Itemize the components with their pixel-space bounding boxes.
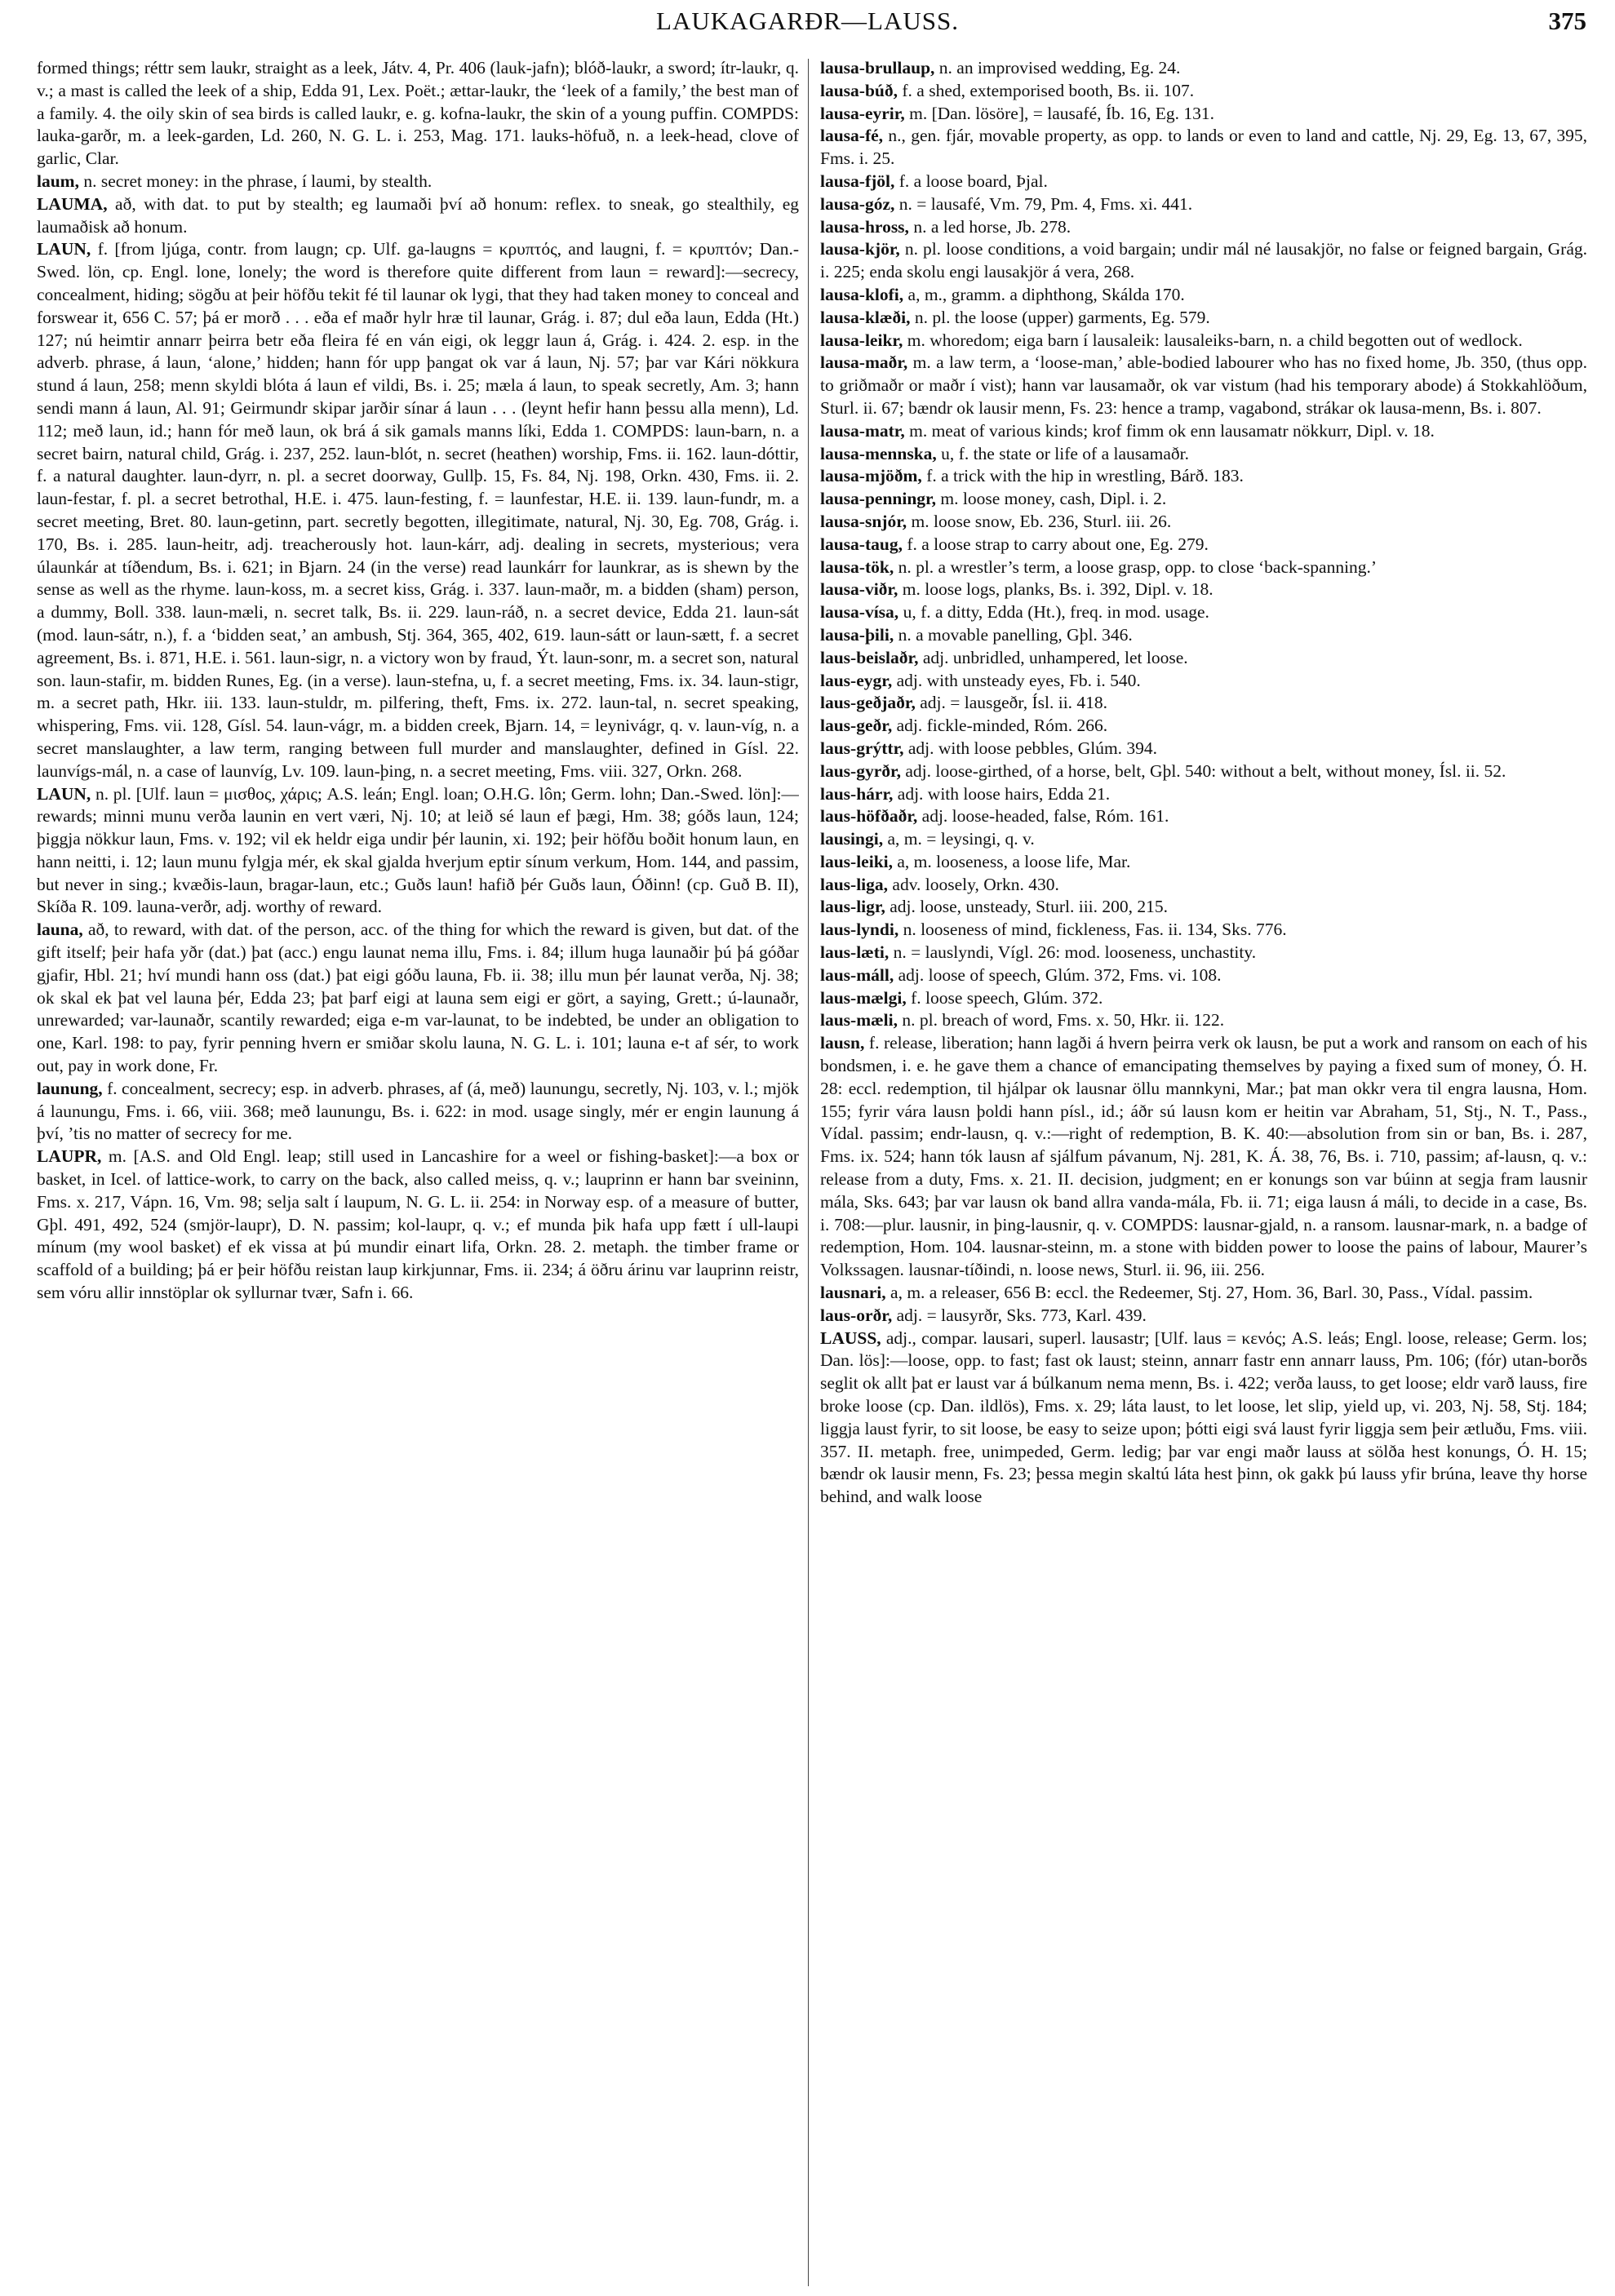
entry-definition: adv. loosely, Orkn. 430. — [892, 874, 1059, 894]
entry-definition: f. [from ljúga, contr. from laugn; cp. Ulf. ga-laugns = κρυπτός, and laugni, f. = κρυπτόν; Dan.-Swed. lön, cp. Engl. lone, lonely; the word is therefore quite different from laun = reward]:—secrecy, concealment, hiding; sögðu at þeir höfðu tekit fé til launar ok lygi, that they had taken money to conceal and forswear it, 656 C. 57; þá er morð . . . eða ef maðr hylr hræ til launar, Grág. i. 87; dul eða laun, Edda (Ht.) 127; nú heimtir annarr þeirra betr eða fleira fé en ván eigi, ok leggr laun á, Grág. i. 424. 2. esp. in the adverb. phrase, á laun, ‘alone,’ hidden; hann fór upp þangat ok var á laun, Nj. 57; þar var Kári nökkura stund á laun, 258; menn skyldi blóta á laun ef vildi, Bs. i. 25; mæla á laun, to speak secretly, Am. 3; hann sendi mann á laun, Al. 91; Geirmundr skipar jarðir sínar á laun . . . (leynt hefir hann þessu alla menn), Ld. 112; með laun, id.; hann fór með laun, ok brá á sik gamals manns líki, Edda 1. COMPDS: laun-barn, n. a secret bairn, natural child, Grág. i. 237, 252. laun-blót, n. secret (heathen) worship, Fms. ii. 162. laun-dóttir, f. a natural daughter. laun-dyrr, n. pl. a secret doorway, Gullþ. 15, Fs. 84, Nj. 198, Orkn. 430, Fms. ii. 2. laun-festar, f. pl. a secret betrothal, H.E. i. 475. laun-festing, f. = launfestar, H.E. ii. 139. laun-fundr, m. a secret meeting, Bret. 80. laun-getinn, part. secretly begotten, illegitimate, natural, Nj. 30, Eg. 708, Grág. i. 170, Bs. i. 285. laun-heitr, adj. treacherously hot. laun-kárr, adj. dealing in secrets, mysterious; vera úlaunkár at tíðendum, Bs. i. 621; in Bjarn. 24 (in the verse) read launkárr for launkrar, as is shewn by the sense as well as the rhyme. laun-koss, m. a secret kiss, Grág. i. 337. laun-maðr, m. a bidden (sham) person, a dummy, Boll. 338. laun-mæli, n. secret talk, Bs. ii. 229. laun-ráð, n. a secret device, Edda 21. laun-sát (mod. laun-sátr, n.), f. a ‘bidden seat,’ an ambush, Stj. 364, 365, 402, 619. laun-sátt or laun-sætt, f. a secret agreement, Bs. i. 871, H.E. i. 561. laun-sigr, n. a victory won by fraud, Ýt. laun-sonr, m. a secret son, natural son. laun-stafir, m. bidden Runes, Eg. (in a verse). laun-stefna, u, f. a secret meeting, Fms. ix. 34. laun-stigr, m. a secret path, Hkr. iii. 133. laun-stuldr, m. pilfering, theft, Fms. ix. 272. laun-tal, n. secret speaking, whispering, Fms. vii. 128, Gísl. 54. laun-vágr, m. a bidden creek, Bjarn. 14, = leynivágr, q. v. laun-víg, n. a secret manslaughter, a law term, ranging between full murder and manslaughter, defined in Gísl. 22. launvígs-mál, n. a case of launvíg, Lv. 109. laun-þing, n. a secret meeting, Fms. viii. 327, Orkn. 268. — [37, 239, 799, 781]
dictionary-entry — [820, 760, 1587, 783]
dictionary-entry — [820, 103, 1587, 126]
dictionary-entry — [820, 874, 1587, 897]
entry-definition: n. = lauslyndi, Vígl. 26: mod. looseness, unchastity. — [893, 942, 1257, 963]
entry-headword: laus-gyrðr, — [820, 760, 901, 781]
entry-headword: lausa-góz, — [820, 193, 895, 214]
dictionary-entry — [820, 1009, 1587, 1032]
entry-definition: a, m., gramm. a diphthong, Skálda 170. — [907, 284, 1185, 304]
entry-definition: m. [Dan. lösöre], = lausafé, Íb. 16, Eg. 131. — [909, 103, 1215, 123]
entry-headword: lausa-búð, — [820, 80, 898, 100]
entry-definition: adj. with loose pebbles, Glúm. 394. — [907, 738, 1158, 758]
entry-headword: laus-hárr, — [820, 783, 894, 804]
dictionary-entry — [820, 534, 1587, 556]
dictionary-entry — [820, 125, 1587, 171]
dictionary-entry — [37, 783, 799, 920]
entry-definition: f. a shed, extemporised booth, Bs. ii. 107. — [902, 80, 1195, 100]
dictionary-entry — [37, 193, 799, 239]
entry-headword: lausa-maðr, — [820, 352, 908, 373]
entry-headword: laus-læti, — [820, 942, 890, 963]
entry-headword: lausa-matr, — [820, 420, 905, 441]
entry-definition: m. a law term, a ‘loose-man,’ able-bodied labourer who has no fixed home, Jb. 350, (thus opp. to griðmaðr or maðr í vist); hann var lausamaðr, ok var vistum (had his temporary abode) á Stokkahlöðum, Sturl. ii. 67; bændr ok lausir menn, Fs. 23: hence a tramp, vagabond, strákar ok lausa-menn, Bs. i. 807. — [820, 352, 1587, 418]
entry-headword: laus-grýttr, — [820, 738, 904, 758]
entry-definition: n., gen. fjár, movable property, as opp. to lands or even to land and cattle, Nj. 29, Eg. 13, 67, 395, Fms. i. 25. — [820, 126, 1587, 169]
entry-definition: n. an improvised wedding, Eg. 24. — [938, 58, 1181, 78]
entry-definition: adj. loose-headed, false, Róm. 161. — [921, 806, 1169, 827]
right-column — [820, 57, 1587, 2285]
dictionary-entry — [820, 1305, 1587, 1328]
entry-definition: u, f. a ditty, Edda (Ht.), freq. in mod. usage. — [903, 602, 1209, 623]
entry-definition: f. concealment, secrecy; esp. in adverb. phrases, af (á, með) launungu, secretly, Nj. 103, v. l.; mjök á launungu, Fms. i. 66, viii. 368; með launungu, Bs. i. 622: in mod. usage singly, mér er engin launung á því, ’tis no matter of secrecy for me. — [37, 1078, 799, 1144]
dictionary-entry — [820, 284, 1587, 307]
dictionary-entry — [820, 1282, 1587, 1305]
entry-definition: adj., compar. lausari, superl. lausastr; [Ulf. laus = κενός; A.S. leás; Engl. loose, release; Germ. los; Dan. lös]:—loose, opp. to fast; fast ok laust; steinn, annarr fastr enn annarr lauss, Pm. 106; (fór) utan-borðs seglit ok allt þat er laust var á búlkanum nema menn, Bs. i. 422; verða lauss, to get loose; eldr varð lauss, fire broke loose (cp. Dan. ildlös), Fms. x. 29; láta laust, to let loose, let slip, yield up, vi. 203, Nj. 58, Stj. 184; liggja laust fyrir, to sit loose, be easy to seize upon; þótti eigi svá laust fyrir liggja sem þeir ætluðu, Fms. viii. 357. II. metaph. free, unimpeded, Germ. ledig; þar var engi maðr lauss at sölða hest konungs, Ó. H. 15; bændr ok lausir menn, Fs. 23; þessa megin skaltú láta hest þinn, ok gakk þú lauss yfir brúna, leave thy horse behind, and walk loose — [820, 1328, 1587, 1507]
entry-headword: lausa-klæði, — [820, 307, 911, 327]
dictionary-entry — [37, 238, 799, 782]
entry-definition: n. pl. [Ulf. laun = μισθος, χάρις; A.S. leán; Engl. loan; O.H.G. lôn; Germ. lohn; Dan.-Swed. lön]:—rewards; minni munu verða launin en vert væri, Nj. 10; at leið sé laun ef þægi, Hm. 38; góðs laun, 124; þiggja nökkur laun, Fms. v. 192; vil ek heldr eiga undir þér launin, xi. 192; þeir höfðu boðit honum laun, en hann neitti, i. 12; laun munu fylgja mér, ek skal gjalda hverjum eptir sínum verkum, Hom. 144, and passim, but never in sing.; kvæðis-laun, bragar-laun, etc.; Guðs laun! hafið þér Guðs laun, Óðinn! (cp. Guð B. II), Skíða R. 109. launa-verðr, adj. worthy of reward. — [37, 783, 799, 917]
dictionary-entry — [820, 987, 1587, 1010]
dictionary-entry — [820, 171, 1587, 193]
entry-definition: n. pl. loose conditions, a void bargain; undir mál né lausakjör, no false or feigned bargain, Grág. i. 225; enda skolu engi lausakjör á vera, 268. — [820, 239, 1587, 282]
entry-headword: lausa-klofi, — [820, 284, 904, 304]
entry-headword: laus-lyndi, — [820, 920, 899, 940]
dictionary-entry — [820, 1328, 1587, 1509]
dictionary-entry — [820, 57, 1587, 80]
entry-definition: f. a loose strap to carry about one, Eg. 279. — [907, 534, 1209, 554]
entry-headword: lausa-mennska, — [820, 443, 937, 463]
entry-definition: adj. loose-girthed, of a horse, belt, Gþl. 540: without a belt, without money, Ísl. ii. 52. — [905, 760, 1506, 781]
entry-definition: n. pl. breach of word, Fms. x. 50, Hkr. ii. 122. — [902, 1010, 1225, 1031]
entry-definition: n. = lausafé, Vm. 79, Pm. 4, Fms. xi. 441. — [898, 193, 1193, 214]
entry-headword: lausa-hross, — [820, 216, 909, 237]
entry-headword: lausa-penningr, — [820, 489, 936, 509]
column-divider — [808, 59, 809, 2286]
dictionary-entry — [37, 1146, 799, 1305]
entry-definition: f. release, liberation; hann lagði á hvern þeirra verk ok lausn, be put a work and ransom on each of his bondsmen, i. e. he gave them a chance of emancipating themselves by paying a fixed sum of money, Ó. H. 28: eccl. redemption, til hjálpar ok lausnar öllu mannkyni, Mar.; þat man okkr vera til engra lausna, Hom. 155; fyrir vára lausn þoldi hann písl., id.; áðr sú lausn kom er heitin var Abraham, 51, Stj., N. T., Pass., Vídal. passim; endr-lausn, q. v.:—right of redemption, B. K. 40:—absolution from sin or ban, Bs. i. 287, Fms. ix. 524; hann tók lausn af sjálfum pávanum, Nj. 281, K. Á. 38, 76, Bs. i. 710, passim; af-lausn, q. v.: release from a duty, Fms. x. 21. II. decision, judgment; en er konungs son var búinn at segja fram lausnir mála, Sks. 643; þar var lausn ok band allra vanda-mála, Fb. ii. 71; eiga lausn á máli, to decide in a case, Bs. i. 708:—plur. lausnir, in þing-lausnir, q. v. COMPDS: lausnar-gjald, n. a ransom. lausnar-mark, n. a badge of redemption, Hom. 104. lausnar-steinn, m. a stone with bidden power to loose the pains of labour, Maurer’s Volkssagen. lausnar-tíðindi, n. loose news, Sturl. ii. 96, iii. 256. — [820, 1033, 1587, 1280]
entry-definition: n. looseness of mind, fickleness, Fas. ii. 134, Sks. 776. — [903, 920, 1287, 940]
entry-headword: laus-mælgi, — [820, 987, 907, 1008]
dictionary-entry — [37, 57, 799, 171]
dictionary-entry — [37, 1078, 799, 1146]
page-number: 375 — [1548, 7, 1586, 35]
dictionary-entry — [820, 715, 1587, 738]
entry-headword: LAUN, — [37, 783, 91, 804]
dictionary-entry — [820, 238, 1587, 284]
entry-headword: laus-beislaðr, — [820, 647, 919, 667]
entry-definition: f. a loose board, Þjal. — [898, 171, 1048, 191]
dictionary-entry — [820, 783, 1587, 806]
entry-definition: m. [A.S. and Old Engl. leap; still used in Lancashire for a weel or fishing-basket]:—a box or basket, in Icel. of lattice-work, to carry on the back, also called meiss, q. v.; lauprinn er hann bar sveininn, Fms. x. 217, Vápn. 16, Vm. 98; selja salt í laupum, N. G. L. ii. 254: in Norway esp. of a measure of butter, Gþl. 491, 492, 524 (smjör-laupr), D. N. passim; kol-laupr, q. v.; ef munda þik hafa upp fætt í ull-laupi mínum (my wool basket) ef ek vissa at þú mundir einart lifa, Orkn. 28. 2. metaph. the timber frame or scaffold of a building; þá er þeir höfðu reistan laup kirkjunnar, Fms. ii. 234; á öðru árinu var lauprinn reistr, sem vóru allir innstöplar ok syllurnar tvær, Safn i. 66. — [37, 1146, 799, 1303]
dictionary-entry — [820, 919, 1587, 942]
entry-definition: m. meat of various kinds; krof fimm ok enn lausamatr nökkurr, Dipl. v. 18. — [909, 420, 1435, 441]
entry-headword: lausa-þili, — [820, 624, 894, 645]
dictionary-entry — [820, 352, 1587, 419]
dictionary-entry — [820, 193, 1587, 216]
entry-headword: laus-geðr, — [820, 716, 893, 736]
entry-headword: laum, — [37, 171, 79, 191]
entry-headword: lausa-eyrir, — [820, 103, 905, 123]
entry-definition: a, m. looseness, a loose life, Mar. — [897, 851, 1131, 871]
dictionary-entry — [820, 330, 1587, 352]
dictionary-entry — [820, 851, 1587, 874]
entry-headword: lausnari, — [820, 1283, 886, 1303]
dictionary-entry — [820, 216, 1587, 239]
entry-definition: n. pl. the loose (upper) garments, Eg. 579. — [914, 307, 1210, 327]
entry-headword: lausa-leikr, — [820, 330, 903, 350]
entry-headword: lausa-kjör, — [820, 239, 900, 259]
dictionary-entry — [820, 1032, 1587, 1282]
entry-headword: laus-eygr, — [820, 670, 893, 690]
entry-headword: launa, — [37, 920, 83, 940]
entry-headword: lausingi, — [820, 829, 884, 849]
entry-definition: að, with dat. to put by stealth; eg laumaði því að honum: reflex. to sneak, go stealthily, eg laumaðisk að honum. — [37, 193, 799, 237]
entry-headword: lausa-brullaup, — [820, 58, 935, 78]
entry-definition: n. pl. a wrestler’s term, a loose grasp, opp. to close ‘back-spanning.’ — [898, 556, 1378, 577]
entry-definition: adj. unbridled, unhampered, let loose. — [922, 647, 1188, 667]
dictionary-entry — [37, 171, 799, 193]
entry-definition: m. loose money, cash, Dipl. i. 2. — [940, 489, 1167, 509]
dictionary-entry — [820, 805, 1587, 828]
dictionary-entry — [820, 420, 1587, 443]
entry-headword: lausa-fjöl, — [820, 171, 895, 191]
entry-definition: adj. fickle-minded, Róm. 266. — [896, 716, 1108, 736]
entry-headword: laus-mæli, — [820, 1010, 898, 1031]
entry-headword: lausa-tök, — [820, 556, 894, 577]
entry-headword: laus-leiki, — [820, 851, 894, 871]
entry-definition: adj. loose of speech, Glúm. 372, Fms. vi. 108. — [898, 964, 1222, 985]
page-title: LAUKAGARÐR—LAUSS. — [656, 7, 959, 35]
dictionary-entry — [820, 896, 1587, 919]
dictionary-entry — [820, 465, 1587, 488]
entry-definition: a, m. a releaser, 656 B: eccl. the Redeemer, Stj. 27, Hom. 36, Barl. 30, Pass., Vídal. passim. — [890, 1283, 1533, 1303]
dictionary-entry — [820, 511, 1587, 534]
dictionary-entry — [820, 443, 1587, 466]
dictionary-entry — [820, 738, 1587, 760]
entry-headword: laus-liga, — [820, 874, 889, 894]
entry-definition: adj. loose, unsteady, Sturl. iii. 200, 215. — [890, 897, 1169, 917]
entry-definition: m. loose logs, planks, Bs. i. 392, Dipl. v. 18. — [902, 579, 1213, 600]
entry-headword: lausa-snjór, — [820, 511, 907, 531]
entry-headword: lausa-fé, — [820, 126, 884, 146]
dictionary-entry — [37, 919, 799, 1078]
entry-headword: laus-geðjaðr, — [820, 693, 916, 713]
dictionary-entry — [820, 624, 1587, 647]
entry-definition: u, f. the state or life of a lausamaðr. — [941, 443, 1190, 463]
entry-headword: laus-orðr, — [820, 1305, 893, 1325]
dictionary-entry — [820, 80, 1587, 103]
entry-headword: LAUSS, — [820, 1328, 881, 1348]
entry-definition: formed things; réttr sem laukr, straight as a leek, Játv. 4, Pr. 406 (lauk-jafn); blóð-laukr, a sword; ítr-laukr, q. v.; a mast is called the leek of a ship, Edda 91, Lex. Poët.; ættar-laukr, the ‘leek of a family,’ the best man of a family. 4. the oily skin of sea birds is called laukr, e. g. kofna-laukr, the skin of a young puffin. COMPDS: lauka-garðr, m. a leek-garden, Ld. 260, N. G. L. i. 253, Mag. 171. lauks-höfuð, n. a leek-head, clove of garlic, Clar. — [37, 58, 799, 169]
page-header — [0, 0, 1615, 49]
entry-definition: f. a trick with the hip in wrestling, Bárð. 183. — [926, 466, 1244, 486]
dictionary-entry — [820, 488, 1587, 511]
entry-headword: lausa-vísa, — [820, 602, 899, 623]
entry-definition: n. secret money: in the phrase, í laumi, by stealth. — [83, 171, 433, 191]
entry-headword: lausa-taug, — [820, 534, 903, 554]
entry-definition: n. a led horse, Jb. 278. — [913, 216, 1071, 237]
entry-headword: laus-höfðaðr, — [820, 806, 918, 827]
entry-definition: n. a movable panelling, Gþl. 346. — [898, 624, 1133, 645]
dictionary-entry — [820, 692, 1587, 715]
entry-definition: a, m. = leysingi, q. v. — [887, 829, 1035, 849]
entry-headword: lausa-mjöðm, — [820, 466, 922, 486]
entry-definition: m. whoredom; eiga barn í lausaleik: lausaleiks-barn, n. a child begotten out of wedlock. — [907, 330, 1523, 350]
entry-headword: LAUMA, — [37, 193, 108, 214]
entry-definition: f. loose speech, Glúm. 372. — [911, 987, 1103, 1008]
entry-headword: LAUPR, — [37, 1146, 102, 1167]
entry-definition: adj. = lausgeðr, Ísl. ii. 418. — [920, 693, 1108, 713]
entry-headword: LAUN, — [37, 239, 91, 259]
entry-headword: lausn, — [820, 1033, 865, 1053]
dictionary-entry — [820, 556, 1587, 579]
dictionary-entry — [820, 307, 1587, 330]
entry-definition: adj. with loose hairs, Edda 21. — [897, 783, 1111, 804]
entry-headword: lausa-viðr, — [820, 579, 898, 600]
entry-definition: adj. = lausyrðr, Sks. 773, Karl. 439. — [896, 1305, 1147, 1325]
dictionary-entry — [820, 828, 1587, 851]
dictionary-entry — [820, 942, 1587, 964]
entry-headword: laus-máll, — [820, 964, 894, 985]
dictionary-entry — [820, 647, 1587, 670]
dictionary-entry — [820, 578, 1587, 601]
entry-headword: laus-ligr, — [820, 897, 885, 917]
entry-definition: m. loose snow, Eb. 236, Sturl. iii. 26. — [911, 511, 1172, 531]
entry-headword: launung, — [37, 1078, 103, 1098]
entry-definition: að, to reward, with dat. of the person, acc. of the thing for which the reward is given, but dat. of the gift itself; þeir hafa yðr (dat.) þat (acc.) engu launat nema illu, Fms. i. 84; illum huga launaðir þú þá góðar gjafir, Hbl. 21; hví mundi hann oss (dat.) þat eigi góðu launa, Fb. ii. 38; illu mun þér launat verða, Nj. 38; ok skal ek þat vel launa þér, Edda 23; þat þarf eigi at launa sem eigi er gört, a saying, Grett.; ú-launaðr, unrewarded; var-launaðr, scantily rewarded; eiga e-m var-launat, to be indebted, be under an obligation to one, Karl. 198: to pay, fyrir penning hvern er smiðar skolu launa, N. G. L. i. 101; launa e-t af sér, to work out, pay in work done, Fr. — [37, 920, 799, 1076]
left-column — [37, 57, 799, 2285]
dictionary-entry — [820, 670, 1587, 693]
dictionary-entry — [820, 601, 1587, 624]
dictionary-entry — [820, 964, 1587, 987]
entry-definition: adj. with unsteady eyes, Fb. i. 540. — [896, 670, 1141, 690]
